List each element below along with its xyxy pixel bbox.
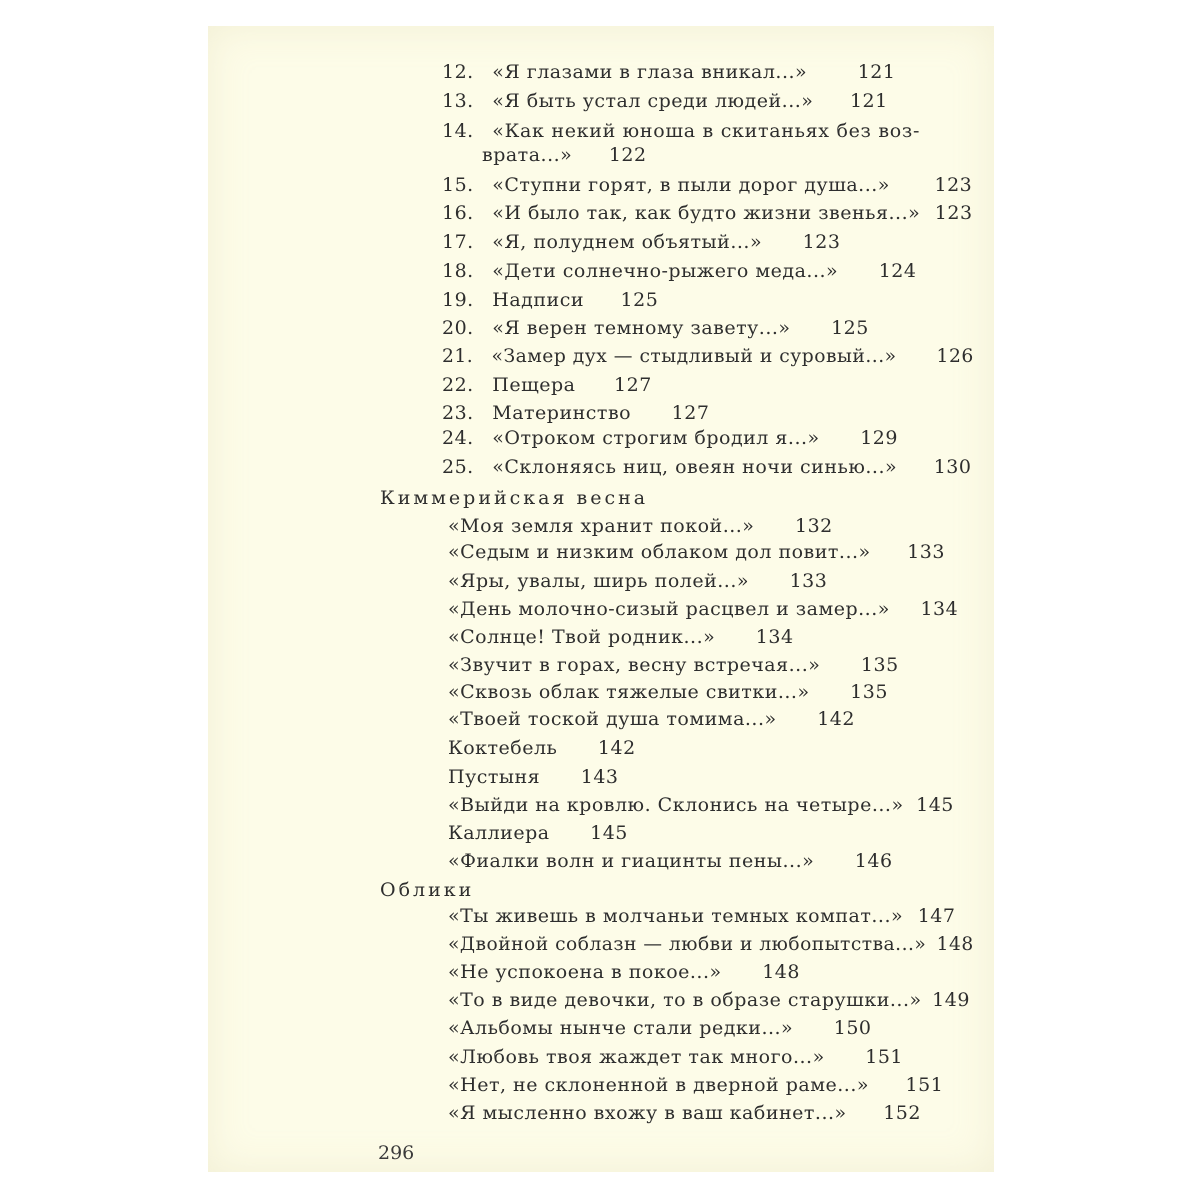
toc-entry-title: «Твоей тоской душа томима...» [448,708,777,730]
toc-entry-page: 126 [936,345,974,367]
toc-entry-page: 129 [860,427,898,449]
toc-entry-title: «Я глазами в глаза вникал...» [492,61,808,83]
toc-entry [448,1045,903,1069]
toc-entry-number: 13. [442,90,474,112]
toc-entry-page: 149 [932,989,970,1011]
toc-entry-number: 12. [442,61,474,83]
toc-entry-16 [442,201,973,225]
toc-entry-number: 15. [442,174,474,196]
toc-entry-number: 17. [442,231,474,253]
toc-entry-page: 133 [789,570,828,592]
toc-entry [448,849,893,873]
toc-entry-title: «Ты живешь в молчаньи темных компат...» [448,905,904,927]
toc-entry-title: «Солнце! Твой родник...» [448,626,716,648]
toc-entry-title: «И было так, как будто жизни звенья...» [492,202,921,224]
toc-entry-page: 142 [817,708,855,730]
toc-entry-page: 135 [850,681,888,703]
toc-entry-title: «Я быть устал среди людей...» [492,90,814,112]
toc-entry-title: «Моя земля хранит покой...» [448,515,755,537]
toc-entry-page: 125 [831,317,869,339]
toc-entry-page: 151 [905,1074,944,1096]
toc-entry-number: 24. [442,427,474,449]
toc-entry-title: «Как некий юноша в скитаньях без воз- [492,120,921,142]
page-number: 296 [378,1142,415,1164]
toc-entry-page: 124 [878,260,917,282]
toc-entry-title: Каллиера [448,822,550,844]
toc-entry-page: 133 [907,541,945,563]
toc-entry [448,597,958,621]
toc-entry-title: «Отроком строгим бродил я...» [492,427,820,449]
section-heading: Киммерийская весна [380,487,649,509]
toc-entry-title: «Любовь твоя жаждет так много...» [448,1046,825,1068]
toc-entry-title: «Яры, увалы, ширь полей...» [448,570,750,592]
toc-entry-13 [442,89,888,113]
toc-entry-title: «Сквозь облак тяжелые свитки...» [448,681,810,703]
toc-entry-page: 143 [580,766,619,788]
toc-entry [448,960,800,984]
toc-entry-number: 25. [442,456,474,478]
toc-entry-page: 127 [671,402,710,424]
section-heading: Облики [380,879,475,901]
toc-entry-14-continuation [482,143,647,167]
toc-entry-title: «Звучит в горах, весну встречая...» [448,654,821,676]
toc-entry-title: «Я мысленно вхожу в ваш кабинет...» [448,1102,847,1124]
toc-entry-number: 14. [442,120,474,142]
toc-entry [448,932,974,956]
toc-entry-page: 142 [597,737,636,759]
toc-entry-14 [442,119,920,143]
toc-entry-page: 148 [936,933,974,955]
toc-entry [448,707,855,731]
toc-entry [448,1016,872,1040]
toc-entry-title: Пещера [492,374,576,396]
toc-entry-title: «Седым и низким облаком дол повит...» [448,541,871,563]
toc-entry-12 [442,60,895,84]
toc-entry-23 [442,401,709,425]
toc-entry-title: «Двойной соблазн — любви и любопытства...» [448,933,927,955]
toc-entry-page: 147 [917,905,956,927]
toc-entry-page: 130 [933,456,972,478]
toc-entry-page: 121 [849,90,888,112]
toc-entry-title: «Склоняясь ниц, овеян ночи синью...» [492,456,898,478]
toc-entry-page: 152 [883,1102,921,1124]
toc-entry-number: 20. [442,317,474,339]
toc-entry-15 [442,173,972,197]
toc-entry-page: 127 [614,374,652,396]
toc-entry-title: Коктебель [448,737,558,759]
toc-entry-title-continuation: врата...» [482,144,573,166]
toc-entry [448,653,899,677]
toc-entry-title: Пустыня [448,766,541,788]
toc-entry [448,904,955,928]
toc-entry-page: 148 [762,961,800,983]
toc-entry-page: 134 [920,598,959,620]
toc-entry-25 [442,455,971,479]
toc-entry-page: 146 [854,850,893,872]
toc-entry [448,988,970,1012]
toc-entry [448,765,619,789]
toc-entry-21 [442,344,974,368]
toc-entry-title: «То в виде девочки, то в образе старушки...» [448,989,922,1011]
toc-entry-page: 125 [620,289,659,311]
toc-entry [448,514,833,538]
toc-entry-page: 145 [916,794,954,816]
toc-entry-page: 135 [860,654,899,676]
toc-entry [448,821,628,845]
toc-entry-number: 19. [442,289,474,311]
toc-entry-number: 21. [442,345,474,367]
toc-entry [448,1073,943,1097]
toc-entry-page: 122 [608,144,647,166]
toc-entry-24 [442,426,898,450]
toc-entry-number: 16. [442,202,474,224]
toc-entry-page: 150 [833,1017,872,1039]
toc-entry-page: 132 [794,515,833,537]
toc-entry-number: 18. [442,260,474,282]
toc-entry-title: «Не успокоена в покое...» [448,961,722,983]
toc-entry-page: 123 [802,231,841,253]
toc-entry-page: 145 [590,822,628,844]
toc-entry-title: «Ступни горят, в пыли дорог душа...» [492,174,890,196]
toc-entry-title: Надписи [492,289,584,311]
toc-entry-title: Материнство [492,402,632,424]
toc-entry-18 [442,259,916,283]
toc-entry-title: «Альбомы нынче стали редки...» [448,1017,794,1039]
toc-entry-page: 134 [755,626,794,648]
toc-entry-title: «День молочно-сизый расцвел и замер...» [448,598,890,620]
toc-entry [448,625,794,649]
toc-entry-page: 121 [857,61,896,83]
toc-entry [448,540,945,564]
book-page [208,26,994,1172]
toc-entry-number: 22. [442,374,474,396]
toc-entry-title: «Дети солнечно-рыжего меда...» [492,260,839,282]
toc-entry-title: «Я верен темному завету...» [492,317,791,339]
toc-entry-title: «Замер дух — стыдливый и суровый...» [491,345,897,367]
toc-entry-title: «Фиалки волн и гиацинты пены...» [448,850,815,872]
toc-entry-page: 123 [934,202,973,224]
toc-entry-title: «Выйди на кровлю. Склонись на четыре...» [448,794,904,816]
toc-entry-page: 151 [865,1046,904,1068]
toc-entry [448,569,827,593]
toc-entry-title: «Нет, не склоненной в дверной раме...» [448,1074,869,1096]
toc-entry-number: 23. [442,402,474,424]
toc-entry [448,680,888,704]
toc-entry-page: 123 [934,174,973,196]
toc-entry-20 [442,316,869,340]
toc-entry [448,736,636,760]
toc-entry-19 [442,288,658,312]
toc-entry [448,1101,921,1125]
toc-entry-22 [442,373,652,397]
toc-entry-title: «Я, полуднем объятый...» [492,231,763,253]
toc-entry [448,793,954,817]
toc-entry-17 [442,230,840,254]
